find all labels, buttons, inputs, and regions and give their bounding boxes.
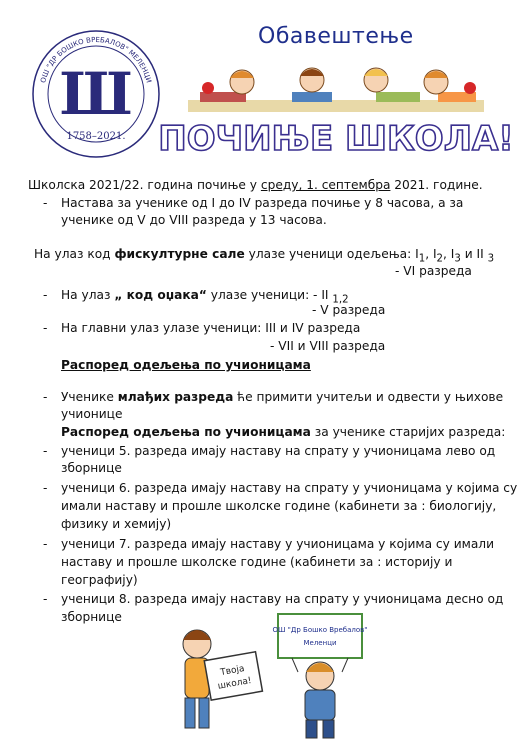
right-sign-line-1: ОШ "Др Бошко Вребалов" [272, 626, 368, 634]
younger-grades-item [43, 389, 503, 406]
logo-years: 1758–2021. [66, 131, 126, 142]
bullet: - [43, 592, 48, 606]
left-sign-line-1: Твоја [219, 664, 246, 679]
bullet: - [43, 288, 48, 302]
younger-bold: млађих разреда [117, 390, 234, 404]
intro-after: 2021. године. [390, 178, 483, 192]
intro-date: среду, 1. септембра [260, 178, 391, 192]
grade-7-item [43, 536, 494, 553]
gym-label: фискултурне сале [114, 247, 245, 261]
chimney-before: На улаз [61, 288, 115, 302]
chimney-entrance-line [43, 287, 349, 308]
chimney-line-2: - V разреда [312, 303, 386, 317]
older-heading-after: за ученике старијих разреда: [310, 425, 506, 439]
bullet: - [43, 390, 48, 404]
younger-line-2: учионице [61, 407, 123, 421]
gym-c3: и II [460, 247, 488, 261]
gym-after: улазе ученици одељења: I [244, 247, 419, 261]
main-entrance-text: На главни улаз улазе ученици: III и IV разреда [61, 321, 361, 335]
gym-c1: , I [425, 247, 437, 261]
grade-6-item [43, 480, 517, 497]
gym-before: На улаз код [34, 247, 115, 261]
grade-6-line-3: физику и хемију) [61, 517, 172, 531]
chimney-label: „ код оџака“ [114, 288, 207, 302]
kid-1-illustration [230, 70, 254, 94]
bullet: - [43, 196, 48, 210]
younger-before: Ученике [61, 390, 118, 404]
school-logo [30, 28, 162, 160]
grade-6-line-1: ученици 6. разреда имају наставу на спрату у учионицама у којима су [61, 481, 518, 495]
gym-sub-3: 3 [454, 253, 461, 265]
grade-5-line-2: зборнице [61, 461, 122, 475]
gym-sub-1: 1 [418, 253, 426, 265]
grade-7-line-1: ученици 7. разреда имају наставу у учионицама у којима су имали [61, 537, 495, 551]
kid-with-sign-right [272, 612, 368, 742]
grade-7-line-3: географију) [61, 573, 138, 587]
kid-2-illustration [300, 68, 324, 92]
gym-line-2: - VI разреда [395, 264, 472, 278]
logo-letter: Ш [59, 60, 133, 128]
grade-8-line-2: зборнице [61, 610, 122, 624]
older-heading-bold: Распоред одељења по учионицама [61, 425, 311, 439]
intro-before: Школска 2021/22. година почиње у [28, 178, 261, 192]
chimney-sub: 1,2 [332, 294, 349, 306]
grade-5-item [43, 443, 495, 460]
right-sign-line-2: Меленци [303, 639, 337, 647]
logo-ring-text: ОШ "ДР БОШКО ВРЕБАЛОВ" МЕЛЕНЦИ [39, 35, 153, 84]
school-start-banner [158, 62, 514, 164]
bullet: - [43, 481, 48, 495]
grade-6-line-2: имали наставу и прошле школске године (кабинети за : биологију, [61, 499, 497, 513]
gym-sub-2: 2 [436, 253, 444, 265]
main-entrance-line-2: - VII и VIII разреда [270, 339, 386, 353]
page-title: Обавештење [258, 24, 414, 49]
chimney-after: улазе ученици: - II [206, 288, 333, 302]
left-sign-line-2: школа! [217, 675, 253, 692]
classes-start-item [43, 195, 463, 212]
bullet: - [43, 321, 48, 335]
bullet: - [43, 537, 48, 551]
schedule-heading [61, 357, 311, 374]
gym-sub-4: 3 [487, 253, 495, 265]
banner-text: ПОЧИЊЕ ШКОЛА! [158, 119, 514, 159]
kid-3-illustration [364, 68, 388, 92]
schedule-heading-text: Распоред одељења по учионицама [61, 358, 311, 372]
bullet: - [43, 444, 48, 458]
grade-8-line-1: ученици 8. разреда имају наставу на спрату у учионицама десно од [61, 592, 504, 606]
classes-line-1: Настава за ученике од I до IV разреда почиње у 8 часова, а за [61, 196, 464, 210]
kid-4-illustration [424, 70, 448, 94]
kid-with-sign-left [175, 622, 265, 740]
grade-8-item [43, 591, 503, 608]
grade-5-line-1: ученици 5. разреда имају наставу на спрату у учионицама лево од [61, 444, 496, 458]
grade-7-line-2: наставу и прошле школске године (кабинети за : историју и [61, 555, 453, 569]
older-grades-heading [61, 424, 505, 441]
main-entrance-line [43, 320, 360, 337]
gym-c2: , I [443, 247, 455, 261]
intro-line [28, 177, 483, 194]
classes-line-2: ученике од V до VIII разреда у 13 часова. [61, 213, 327, 227]
younger-after: ће примити учитељи и одвести у њихове [233, 390, 504, 404]
